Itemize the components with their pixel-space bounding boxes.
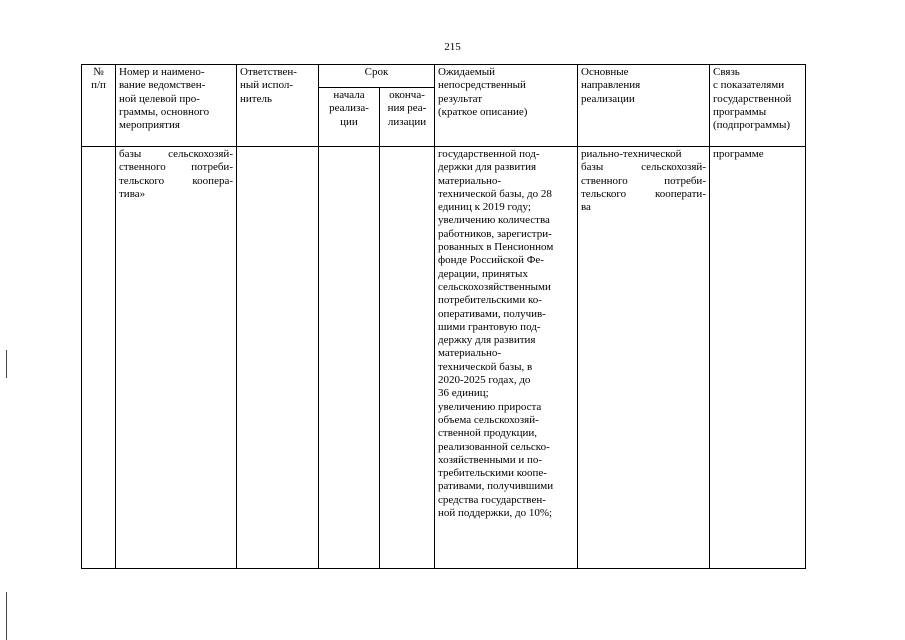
cell-link: программе <box>710 147 806 569</box>
cell-expected-result: государственной под- держки для развития материально- технической базы, до 28 единиц к 2019 году; увеличению количества работников, зарегистри- рованных в Пенсионном фонде Российской Фе- дерации, принятых сельскохозяйственными потребительскими ко- оперативами, получив- шими грантовую под- держку для развития материально- технической базы, в 2020-2025 годах, до 36 единиц; увеличению прироста объема сельскохозяй- ственной продукции, реализованной сельско- хозяйственными и по- требительскими коопе- ративами, получившими средства государствен- ной поддержки, до 10%; <box>435 147 578 569</box>
header-number: № п/п <box>82 65 116 147</box>
directions-line: ва <box>581 201 591 214</box>
cell-name <box>116 147 237 569</box>
name-line: тива» <box>119 187 146 200</box>
scan-margin-mark <box>6 350 7 378</box>
header-term-end: оконча- ния реа- лизации <box>380 88 435 147</box>
directions-line: ственного потреби- <box>581 174 706 187</box>
header-link: Связь с показателями государственной программы (подпрограммы) <box>710 65 806 147</box>
page-number: 215 <box>444 41 461 53</box>
directions-line: риально-технической <box>581 148 682 160</box>
cell-term-end <box>380 147 435 569</box>
header-responsible: Ответствен- ный испол- нитель <box>237 65 319 147</box>
cell-directions <box>578 147 710 569</box>
name-line: тельского коопера- <box>119 174 233 187</box>
cell-term-start <box>319 147 380 569</box>
header-directions: Основные направления реализации <box>578 65 710 147</box>
table-row <box>82 147 806 569</box>
header-term-start: начала реализа- ции <box>319 88 380 147</box>
program-table <box>81 64 806 569</box>
scan-margin-mark <box>6 592 7 640</box>
name-line: базы сельскохозяй- <box>119 148 233 160</box>
cell-responsible <box>237 147 319 569</box>
directions-line: базы сельскохозяй- <box>581 161 706 174</box>
name-line: ственного потреби- <box>119 161 233 174</box>
header-term: Срок <box>319 65 435 88</box>
cell-number <box>82 147 116 569</box>
directions-line: тельского кооперати- <box>581 187 706 200</box>
header-name: Номер и наимено- вание ведомствен- ной целевой про- граммы, основного мероприятия <box>116 65 237 147</box>
header-expected-result: Ожидаемый непосредственный результат (краткое описание) <box>435 65 578 147</box>
